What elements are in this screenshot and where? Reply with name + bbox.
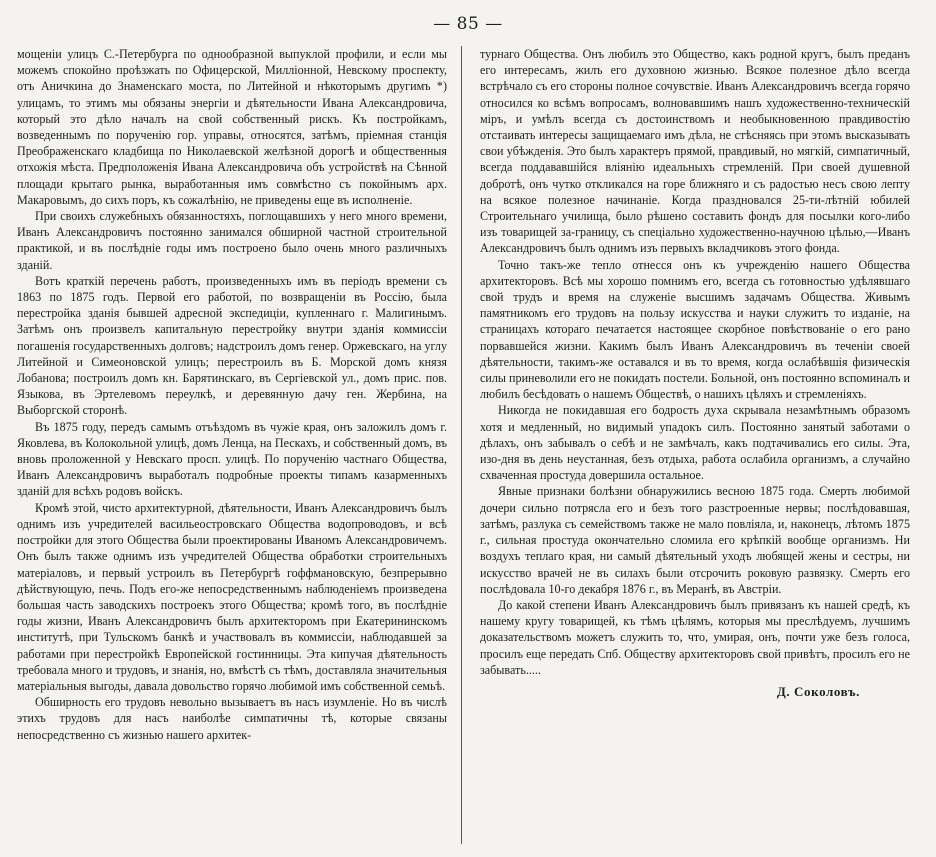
right-column — [480, 46, 910, 700]
paragraph: Явные признаки болѣзни обнаружились весною 1875 года. Смерть любимой дочери сильно потрясла его и безъ того разстроенные нервы; послѣдовавшая, затѣмъ, разлука съ семействомъ также не мало повліяла, и, наконецъ, лѣтомъ 1875 г., сильная простуда окончательно сломила его крѣпкій вообще организмъ. Ни воздухъ теплаго края, ни самый дѣятельный уходъ любящей жены и сестры, ни искусство врачей не въ силахъ были отсрочить роковую развязку. Смерть его послѣдовала 10-го декабря 1876 г., въ Меранѣ, въ Австріи. — [480, 484, 910, 596]
paragraph: Никогда не покидавшая его бодрость духа скрывала незамѣтнымъ образомъ хотя и медленный, но видимый упадокъ силъ. Постоянно занятый заботами о дѣлахъ, онъ забывалъ о себѣ и не замѣчалъ, какъ подтачивались его силы. Эта, изо-дня въ день неустанная, безъ отдыха, работа ослабила организмъ, а случайно схваченная простуда довершила остальное. — [480, 403, 910, 483]
column-divider — [461, 46, 462, 844]
paragraph: мощеніи улицъ С.-Петербурга по однообразной выпуклой профили, и если мы можемъ спокойно проѣзжать по Офицерской, Милліонной, Невскому проспекту, отъ Аничкина до Знаменскаго моста, по Литейной и нѣкоторымъ другимъ *) улицамъ, то этимъ мы обязаны энергіи и дѣятельности Ивана Александровича, который это дѣло началъ на свой собственный рискъ. Къ постройкамъ, возведеннымъ по порученію гор. управы, относятся, затѣмъ, пріемная станція Преображенскаго кладбища по Николаевской желѣзной дорогѣ и общественныя отхожія мѣста. Предположенія Ивана Александровича объ устройствѣ на Сѣнной площади крытаго рынка, выработанныя имъ совмѣстно съ покойнымъ арх. Макаровымъ, до сихъ поръ, къ сожалѣнію, не приведены еще въ исполненіе. — [17, 47, 447, 207]
paragraph: турнаго Общества. Онъ любилъ это Общество, какъ родной кругъ, былъ преданъ его интересамъ, жилъ его духовною жизнью. Всякое полезное дѣло всегда встрѣчало съ его стороны полное сочувствіе. Иванъ Александровичъ всегда горячо относился ко всѣмъ вопросамъ, волновавшимъ нашъ художественно-техническій міръ, и умѣлъ всегда съ достоинствомъ и необыкновенною правдивостію отстаивать интересы защищаемаго имъ дѣла, не стѣсняясь при этомъ высказывать свои убѣжденія. Это былъ характеръ прямой, правдивый, но мягкій, симпатичный, всегда поддававшійся вліянію идеальныхъ стремленій. При своей душевной добротѣ, онъ чутко откликался на горе ближняго и съ радостью несъ свою лепту на всякое полезное начинаніе. Когда праздновался 25-ти-лѣтній юбилей Строительнаго училища, было рѣшено составить фондъ для посылки кого-либо изъ товарищей за-границу, съ спеціально художественно-научною цѣлью,—Иванъ Александровичъ былъ однимъ изъ первыхъ вкладчиковъ этого фонда. — [480, 47, 910, 256]
paragraph: Обширность его трудовъ невольно вызываетъ въ насъ изумленіе. Но въ числѣ этихъ трудовъ для насъ наиболѣе симпатичны тѣ, которые связаны непосредственно съ жизнью нашего архитек- — [17, 695, 447, 742]
author-signature: Д. Соколовъ. — [776, 683, 860, 699]
paragraph: Кромѣ этой, чисто архитектурной, дѣятельности, Иванъ Александровичъ былъ однимъ изъ учредителей васильеостровскаго Общества водопроводовъ, и всѣ постройки для этого Общества были проектированы Иваномъ Александровичемъ. Онъ былъ также однимъ изъ учредителей Общества обработки строительныхъ матеріаловъ, и первый устроилъ въ Петербургѣ гоффмановскую, безпрерывно дѣйствующую, печь. Подъ его-же непосредственнымъ наблюденіемъ произведена большая часть заводскихъ построекъ этого Общества; кромѣ того, въ послѣдніе годы жизни, Иванъ Александровичъ былъ архитекторомъ при Екатерининскомъ институтѣ, при Тульскомъ банкѣ и участвовалъ въ коммиссіи, наблюдавшей за работами при перестройкѣ Европейской гостинницы. Эта кипучая дѣятельность требовала много и трудовъ, и знанія, но, вмѣстѣ съ тѣмъ, доставляла значительныя матеріальныя выгоды, давала довольство горячо любимой имъ собственной семьѣ. — [17, 500, 447, 693]
paragraph: Въ 1875 году, передъ самымъ отъѣздомъ въ чужіе края, онъ заложилъ домъ г. Яковлева, въ Колокольной улицѣ, домъ Ленца, на Пескахъ, и собственный домъ, въ вновь проложенной у Невскаго просп. улицѣ. По порученію частнаго Общества, Иванъ Александровичъ выработалъ подробные проекты типамъ казарменныхъ зданій для всѣхъ родовъ войскъ. — [17, 419, 447, 499]
paragraph: Точно такъ-же тепло отнесся онъ къ учрежденію нашего Общества архитекторовъ. Всѣ мы хорошо помнимъ его, всегда съ готовностью удѣлявшаго свой трудъ и время на служеніе высшимъ задачамъ Общества. Живымъ памятникомъ его трудовъ на пользу искусства и науки служитъ то изданіе, на страницахъ котораго печатается настоящее скорбное повѣствованіе о его рано порвавшейся жизни. Какимъ былъ Иванъ Александровичъ въ теченіи своей дѣятельности, такимъ-же оставался и въ то время, когда ослабѣвшія физическія силы приневолили его не покидать постели. Больной, онъ постоянно вспоминалъ и любилъ бесѣдовать о нашемъ Обществѣ, о нашихъ цѣляхъ и стремленіяхъ. — [480, 257, 910, 402]
paragraph: При своихъ служебныхъ обязанностяхъ, поглощавшихъ у него много времени, Иванъ Александровичъ постоянно занимался обширной частной строительной практикой, и въ послѣдніе годы имъ построено было очень много различныхъ зданій. — [17, 209, 447, 272]
page-number: — 85 — — [433, 14, 503, 34]
paragraph: Вотъ краткій перечень работъ, произведенныхъ имъ въ періодъ времени съ 1863 по 1875 годъ. Первой его работой, по возвращеніи въ Россію, была перестройка зданія бывшей адресной экспедиціи, купленнаго г. Малигинымъ. Затѣмъ онъ произвелъ капитальную перестройку внутри зданія коммиссіи погашенія государственныхъ долговъ; надстроилъ домъ генер. Оржевскаго, на углу Литейной и Симеоновской улицъ; перестроилъ въ Б. Морской домъ князя Лобанова; построилъ домъ кн. Барятинскаго, въ Сергіевской ул., домъ прис. пов. Языкова, въ Эртелевомъ переулкѣ, и деревянную дачу ген. Жербина, на Выборгской сторонѣ. — [17, 273, 447, 418]
left-column — [17, 46, 447, 743]
paragraph: До какой степени Иванъ Александровичъ былъ привязанъ къ нашей средѣ, къ нашему кругу товарищей, къ тѣмъ цѣлямъ, которыя мы преслѣдуемъ, лучшимъ доказательствомъ можетъ служить то, что, умирая, онъ, почти уже безъ голоса, просилъ еще передать Спб. Обществу архитекторовъ свой привѣтъ, просилъ его не забывать..... — [480, 597, 910, 677]
